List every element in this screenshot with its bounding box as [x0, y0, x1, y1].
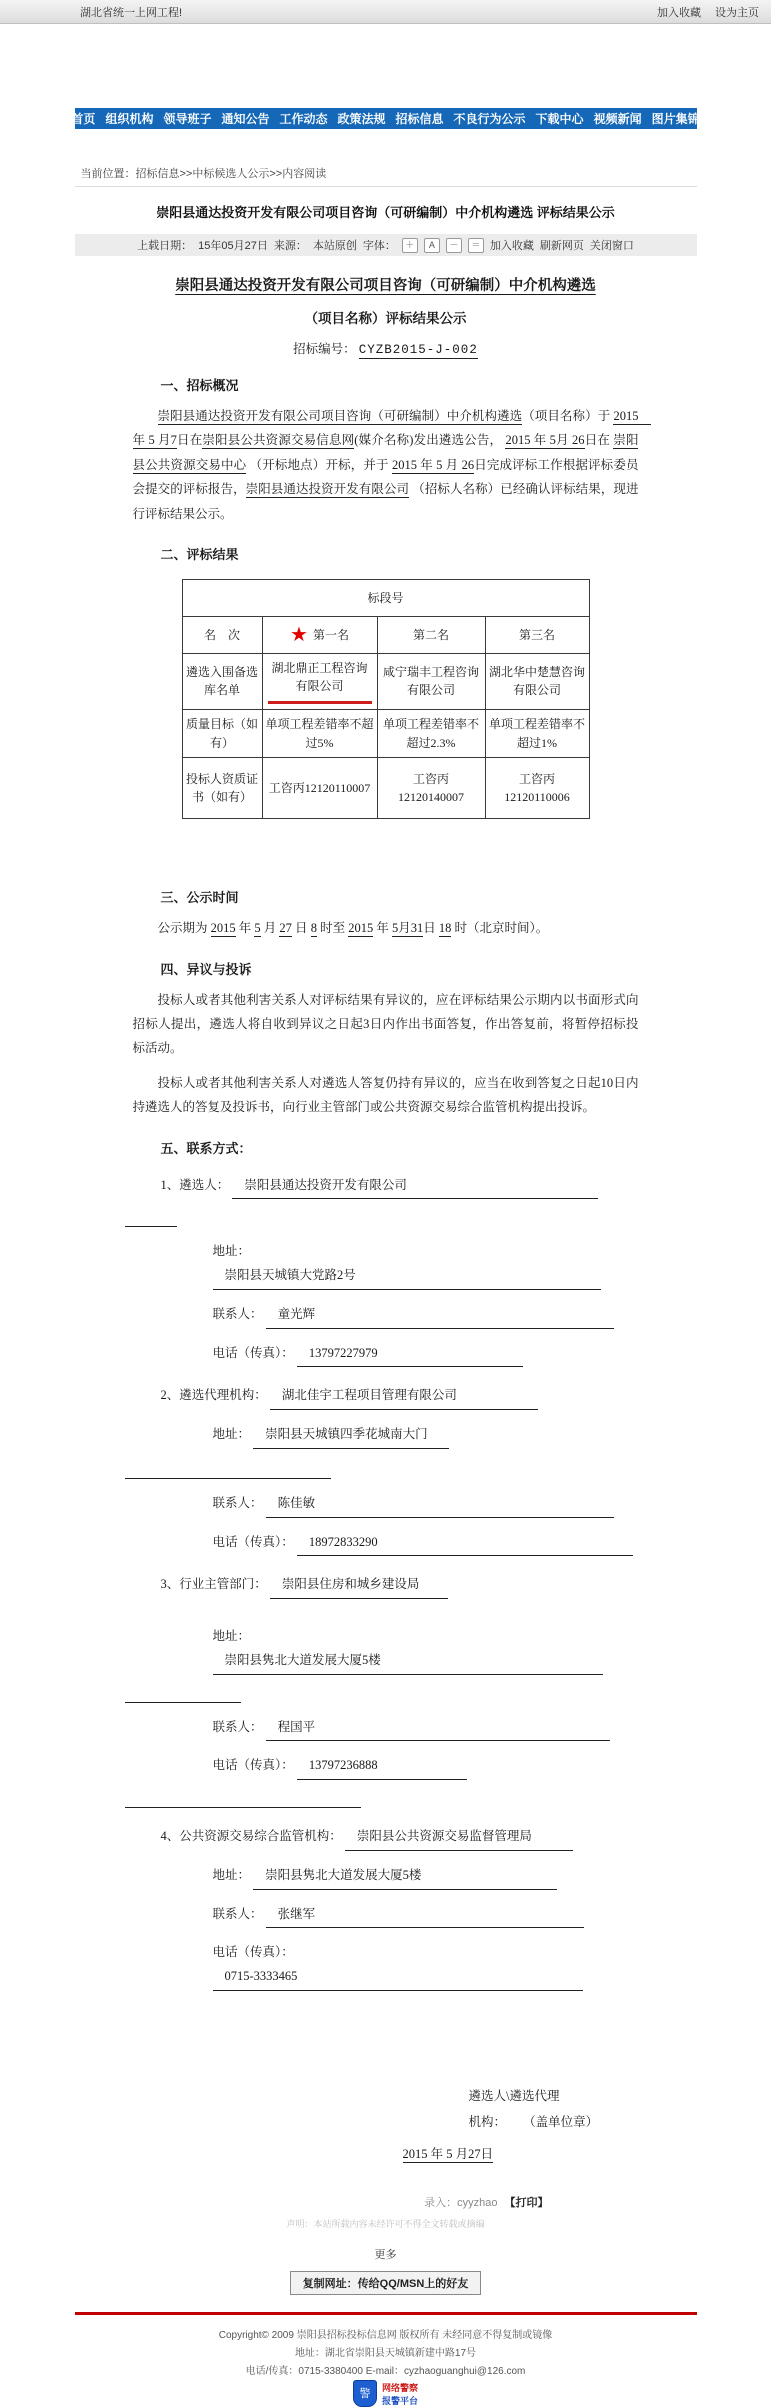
contact2-address: 崇阳县天城镇四季花城南大门 [253, 1423, 449, 1449]
signature-org-label: 机构： [468, 2115, 507, 2129]
section4-paragraph-2: 投标人或者其他利害关系人对遴选人答复仍持有异议的，应当在收到答复之日起10日内持遴选人的答复及投诉书，向行业主管部门或公共资源交易综合监管机构提出投诉。 [132, 1075, 639, 1115]
first-place-cell [262, 616, 377, 653]
contact4-role-label: 4、公共资源交易综合监管机构： [160, 1829, 342, 1843]
contact2-name: 湖北佳宇工程项目管理有限公司 [270, 1384, 538, 1410]
first-place-label: 第一名 [312, 627, 349, 642]
breadcrumb-label: 当前位置： [80, 168, 136, 180]
table-row [182, 758, 589, 819]
font-reset-icon[interactable]: ＝ [468, 238, 484, 253]
nav-item-leadership[interactable]: 领导班子 [163, 112, 212, 126]
signature-date-value: 2015 年 5 月27日 [402, 2147, 494, 2162]
nav-item-home[interactable]: 首页 [71, 112, 96, 126]
nav-item-policies[interactable]: 政策法规 [337, 112, 386, 126]
nav-item-video-news[interactable]: 视频新闻 [593, 112, 642, 126]
address-label: 地址： [212, 1867, 251, 1882]
winner-company-name: 湖北鼎正工程咨询有限公司 [268, 659, 372, 704]
contact1-person-line [213, 1303, 639, 1329]
breadcrumb-current: 内容阅读 [282, 168, 327, 180]
blank-line [125, 1213, 177, 1227]
blank-line [125, 1794, 361, 1808]
contact4-address-line [213, 1864, 639, 1890]
contact2-tel: 18972833290 [297, 1531, 633, 1557]
certificate-row-label: 投标人资质证书（如有） [182, 758, 262, 819]
section5-heading: 五、联系方式： [160, 1140, 252, 1156]
document-subtitle: （项目名称）评标结果公示 [304, 311, 467, 326]
contact4-role-line [161, 1825, 639, 1851]
table-header-section-no: 标段号 [182, 579, 589, 616]
contact3-tel-line [213, 1754, 639, 1780]
bid-number-label: 招标编号： [293, 342, 356, 356]
font-normal-icon[interactable]: A [424, 238, 440, 253]
person-label: 联系人： [212, 1719, 263, 1734]
table-row [182, 710, 589, 758]
rank-header-cell: 名 次 [182, 616, 262, 653]
person-label: 联系人： [212, 1495, 263, 1510]
evaluation-result-table [182, 579, 590, 819]
nav-item-photo-gallery[interactable]: 图片集锦 [651, 112, 700, 126]
address-label: 地址： [212, 1427, 251, 1441]
breadcrumb-separator2: >> [269, 168, 283, 180]
contact3-name: 崇阳县住房和城乡建设局 [270, 1573, 448, 1599]
font-size-label: 字体： [362, 240, 396, 252]
contact4-address: 崇阳县隽北大道发展大厦5楼 [253, 1864, 557, 1890]
shortlist-row-label: 遴选入围备选库名单 [182, 653, 262, 709]
more-link[interactable]: 更多 [374, 2248, 397, 2261]
font-zoom-out-icon[interactable]: － [446, 238, 462, 253]
footer-copyright: Copyright© 2009 崇阳县招标投标信息网 版权所有 未经同意不得复制或镜像 [218, 2329, 553, 2341]
source-value: 本站原创 [312, 240, 357, 252]
nav-item-downloads[interactable]: 下载中心 [535, 112, 584, 126]
contact4-person-line [213, 1903, 639, 1929]
third-company-cell: 湖北华中楚慧咨询有限公司 [485, 653, 589, 709]
footer-contact: 电话/传真：0715-3380400 E-mail：cyzhaoguanghui@126.com [245, 2365, 526, 2377]
contact1-person: 童光辉 [266, 1303, 614, 1329]
second-company-cell: 咸宁瑞丰工程咨询有限公司 [377, 653, 485, 709]
section3-heading: 三、公示时间 [160, 890, 239, 906]
bid-number-value: CYZB2015-J-002 [358, 343, 478, 357]
third-place-cell: 第三名 [485, 616, 589, 653]
contact4-tel-line [213, 1941, 639, 1991]
more-link-row [75, 2246, 697, 2262]
share-row [75, 2271, 697, 2295]
police-badge[interactable] [75, 2380, 697, 2407]
main-nav [71, 108, 700, 129]
section1-paragraph: 崇阳县通达投资开发有限公司项目咨询（可研编制）中介机构遴选（项目名称）于 2015 年 5 月7日在崇阳县公共资源交易信息网(媒介名称)发出遴选公告， 2015 年 5月 26日在 崇阳县公共资源交易中心 （开标地点）开标，并于 2015 年 5 月 26日完成评标工作根据评标委员会提交的评标报告，崇阳县通达投资开发有限公司 （招标人名称）已经确认评标结果，现进行评标结果公示。 [132, 409, 651, 521]
section3-paragraph: 公示期为 2015 年 5 月 27 日 8 时至 2015 年 5月31日 18 时（北京时间）。 [157, 921, 549, 936]
blank-line [125, 1465, 331, 1479]
second-place-cell: 第二名 [377, 616, 485, 653]
add-favorite-link[interactable]: 加入收藏 [657, 6, 701, 19]
contact4-name: 崇阳县公共资源交易监督管理局 [345, 1825, 573, 1851]
breadcrumb-candidate-publicity-link[interactable]: 中标候选人公示 [192, 168, 270, 180]
table-row [182, 579, 589, 616]
top-bar [0, 0, 771, 24]
tel-label: 电话（传真）： [212, 1345, 294, 1360]
contact3-address: 崇阳县隽北大道发展大厦5楼 [213, 1649, 603, 1675]
contact1-address-line [213, 1240, 639, 1290]
quality-cell-3: 单项工程差错率不超过1% [485, 710, 589, 758]
cyber-police-icon: 警 [353, 2380, 377, 2407]
section1-heading: 一、招标概况 [160, 378, 239, 393]
contact4-person: 张继军 [266, 1903, 584, 1929]
nav-item-notices[interactable]: 通知公告 [221, 112, 270, 126]
certificate-cell-1: 工咨丙12120110007 [262, 758, 377, 819]
quality-cell-1: 单项工程差错率不超过5% [262, 710, 377, 758]
nav-item-organization[interactable]: 组织机构 [105, 112, 154, 126]
contact2-tel-line [213, 1531, 639, 1557]
police-badge-text [382, 2380, 418, 2407]
contact2-role-label: 2、遴选代理机构： [160, 1388, 267, 1403]
breadcrumb-separator: >> [179, 168, 193, 180]
police-badge-line2: 报警平台 [381, 2396, 418, 2406]
site-slogan: 湖北省统一上网工程! [80, 6, 183, 19]
contact2-role-line [161, 1384, 639, 1410]
certificate-cell-2: 工咨丙12120140007 [377, 758, 485, 819]
document-title: 崇阳县通达投资开发有限公司项目咨询（可研编制）中介机构遴选 [175, 278, 596, 294]
contact1-tel-line [213, 1342, 639, 1368]
header-spacer [75, 24, 697, 108]
seal-placeholder: （盖单位章） [523, 2115, 599, 2129]
contact3-person: 程国平 [266, 1716, 610, 1742]
contact3-address-line [213, 1625, 639, 1675]
tel-label: 电话（传真）： [212, 1758, 294, 1773]
table-row [182, 653, 589, 709]
contact1-name: 崇阳县通达投资开发有限公司 [232, 1174, 598, 1200]
tel-label: 电话（传真）： [212, 1945, 294, 1960]
person-label: 联系人： [212, 1306, 263, 1321]
address-label: 地址： [212, 1629, 251, 1643]
first-place-star-icon: ★ [290, 623, 308, 646]
breadcrumb-bid-info-link[interactable]: 招标信息 [135, 168, 180, 180]
upload-date-label: 上载日期： [137, 240, 193, 252]
contact3-person-line [213, 1716, 639, 1742]
person-label: 联系人： [212, 1906, 263, 1921]
nav-item-bid-info[interactable]: 招标信息 [395, 112, 444, 126]
section4-paragraph-1: 投标人或者其他利害关系人对评标结果有异议的，应在评标结果公示期内以书面形式向招标人提出，遴选人将自收到异议之日起3日内作出书面答复，作出答复前，将暂停招标投标活动。 [132, 992, 639, 1056]
contact1-tel: 13797227979 [297, 1342, 523, 1368]
print-link[interactable]: 【打印】 [504, 2196, 549, 2209]
section4-heading: 四、异议与投诉 [160, 961, 252, 977]
quality-row-label: 质量目标（如有） [182, 710, 262, 758]
blank-line [125, 1689, 241, 1703]
contact1-role-line [161, 1174, 639, 1200]
footer-address: 地址：湖北省崇阳县天城镇新建中路17号 [294, 2347, 477, 2359]
table-row [182, 616, 589, 653]
article-info-bar [75, 234, 697, 256]
disclaimer-text: 声明：本站所载内容未经许可不得全文转载或摘编 [286, 2218, 485, 2229]
article-title: 崇阳县通达投资开发有限公司项目咨询（可研编制）中介机构遴选 评标结果公示 [156, 205, 615, 220]
quality-cell-2: 单项工程差错率不超过2.3% [377, 710, 485, 758]
set-home-link[interactable]: 设为主页 [715, 6, 759, 19]
contact1-address: 崇阳县天城镇大党路2号 [213, 1264, 601, 1290]
nav-item-bad-behavior[interactable]: 不良行为公示 [453, 112, 526, 126]
winner-company-cell [262, 653, 377, 709]
contact4-tel: 0715-3333465 [213, 1965, 583, 1991]
police-badge-line1: 网络警察 [381, 2382, 418, 2393]
contact3-role-label: 3、行业主管部门： [160, 1577, 267, 1592]
contact2-address-line [213, 1423, 639, 1449]
source-label: 来源： [273, 240, 307, 252]
font-zoom-in-icon[interactable]: ＋ [402, 238, 418, 253]
contact1-role-label: 1、遴选人： [160, 1177, 230, 1192]
infobar-refresh-link[interactable]: 刷新网页 [539, 240, 584, 252]
infobar-add-favorite-link[interactable]: 加入收藏 [489, 240, 534, 252]
contact3-tel: 13797236888 [297, 1754, 467, 1780]
signature-line2 [403, 2109, 639, 2135]
signature-block [403, 2083, 639, 2168]
document-body [75, 274, 697, 2168]
contact2-person: 陈佳敏 [266, 1492, 614, 1518]
signature-date [403, 2141, 639, 2167]
entry-author: 录入：cyyzhao [424, 2196, 498, 2209]
page-footer [75, 2312, 697, 2407]
contact2-person-line [213, 1492, 639, 1518]
entry-row [75, 2194, 697, 2210]
contact3-role-line [161, 1573, 639, 1599]
infobar-close-link[interactable]: 关闭窗口 [589, 240, 634, 252]
certificate-cell-3: 工咨丙12120110006 [485, 758, 589, 819]
address-label: 地址： [212, 1244, 251, 1259]
tel-label: 电话（传真）： [212, 1534, 294, 1549]
breadcrumb [75, 162, 697, 187]
nav-item-work-news[interactable]: 工作动态 [279, 112, 328, 126]
page-container [71, 24, 700, 2407]
bid-number-line [133, 339, 639, 357]
share-url-button[interactable]: 复制网址：传给QQ/MSN上的好友 [290, 2271, 482, 2295]
signature-line1: 遴选人\遴选代理 [468, 2088, 560, 2103]
upload-date: 15年05月27日 [198, 240, 268, 252]
section2-heading: 二、评标结果 [160, 546, 239, 562]
